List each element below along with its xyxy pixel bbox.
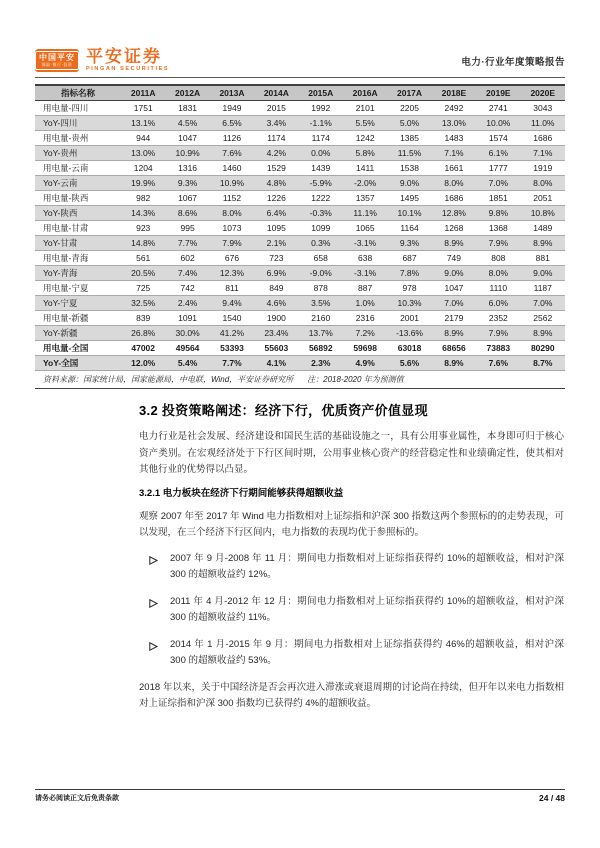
cell-value: 2.1% xyxy=(254,236,298,251)
report-title: 电力·行业年度策略报告 xyxy=(461,56,565,68)
row-label: YoY-四川 xyxy=(35,116,121,131)
table-row xyxy=(35,251,565,266)
cell-value: 20.5% xyxy=(121,266,165,281)
cell-value: 1067 xyxy=(165,191,209,206)
cell-value: 1091 xyxy=(165,311,209,326)
cell-value: 1316 xyxy=(165,161,209,176)
triangle-right-outline-icon xyxy=(149,555,158,584)
brand-name-cn: 平安证券 xyxy=(86,47,162,66)
cell-value: 63018 xyxy=(387,341,431,356)
cell-value: 1047 xyxy=(165,131,209,146)
cell-value: 4.6% xyxy=(254,296,298,311)
page-number: 24 / 48 xyxy=(539,793,565,803)
cell-value: 1385 xyxy=(387,131,431,146)
row-label: YoY-宁夏 xyxy=(35,296,121,311)
cell-value: 1574 xyxy=(476,131,520,146)
bullet-item xyxy=(139,551,564,584)
section-heading: 3.2 投资策略阐述：经济下行，优质资产价值显现 xyxy=(139,403,428,418)
table-header-row xyxy=(35,85,565,101)
column-header-year: 2015A xyxy=(299,85,343,101)
logo-text-cn: 中国平安 xyxy=(39,53,75,62)
table-row xyxy=(35,131,565,146)
cell-value: 5.6% xyxy=(387,356,431,371)
table-row xyxy=(35,266,565,281)
brand-name-en: PINGAN SECURITIES xyxy=(86,66,170,72)
pingan-logo-mark-icon xyxy=(35,49,79,72)
cell-value: 13.0% xyxy=(432,116,476,131)
table-row xyxy=(35,326,565,341)
cell-value: 7.0% xyxy=(432,296,476,311)
triangle-right-outline-icon xyxy=(149,641,158,670)
table-row xyxy=(35,161,565,176)
cell-value: 73883 xyxy=(476,341,520,356)
cell-value: 7.0% xyxy=(521,296,565,311)
cell-value: 9.3% xyxy=(165,176,209,191)
cell-value: 9.0% xyxy=(387,176,431,191)
table-row xyxy=(35,341,565,356)
cell-value: 2101 xyxy=(343,101,387,116)
cell-value: 1099 xyxy=(299,221,343,236)
cell-value: 1460 xyxy=(210,161,254,176)
cell-value: -3.1% xyxy=(343,266,387,281)
cell-value: 2562 xyxy=(521,311,565,326)
cell-value: 53393 xyxy=(210,341,254,356)
cell-value: 1489 xyxy=(521,221,565,236)
cell-value: 10.8% xyxy=(521,206,565,221)
cell-value: 7.9% xyxy=(476,236,520,251)
bullet-text: 2014 年 1 月-2015 年 9 月：期间电力指数相对上证综指获得约 46%的超额收益，相对沪深 300 的超额收益约 53%。 xyxy=(170,638,564,666)
cell-value: 4.8% xyxy=(254,176,298,191)
cell-value: 1495 xyxy=(387,191,431,206)
table-row xyxy=(35,191,565,206)
cell-value: 14.8% xyxy=(121,236,165,251)
cell-value: 7.7% xyxy=(210,356,254,371)
cell-value: 8.9% xyxy=(521,236,565,251)
triangle-right-outline-icon xyxy=(149,598,158,627)
cell-value: 8.0% xyxy=(521,176,565,191)
cell-value: 7.1% xyxy=(521,146,565,161)
cell-value: 676 xyxy=(210,251,254,266)
table-row xyxy=(35,356,565,371)
cell-value: 0.0% xyxy=(299,146,343,161)
cell-value: 2179 xyxy=(432,311,476,326)
cell-value: 13.1% xyxy=(121,116,165,131)
table-row xyxy=(35,311,565,326)
cell-value: -2.0% xyxy=(343,176,387,191)
column-header-year: 2013A xyxy=(210,85,254,101)
column-header-label: 指标名称 xyxy=(35,85,121,101)
table-row xyxy=(35,221,565,236)
source-text: 资料来源：国家统计局，国家能源局，中电联，Wind，平安证券研究所 xyxy=(43,375,294,384)
row-label: 用电量-陕西 xyxy=(35,191,121,206)
brand-text xyxy=(86,48,169,73)
cell-value: 1095 xyxy=(254,221,298,236)
table-header-row xyxy=(35,85,565,101)
cell-value: 5.5% xyxy=(343,116,387,131)
bullet-text: 2007 年 9 月-2008 年 11 月：期间电力指数相对上证综指获得约 10%的超额收益，相对沪深 300 的超额收益约 12%。 xyxy=(170,552,564,580)
cell-value: 9.3% xyxy=(387,236,431,251)
cell-value: 1110 xyxy=(476,281,520,296)
cell-value: 1538 xyxy=(387,161,431,176)
cell-value: 1777 xyxy=(476,161,520,176)
bullet-item xyxy=(139,594,564,627)
cell-value: 602 xyxy=(165,251,209,266)
cell-value: 2015 xyxy=(254,101,298,116)
column-header-year: 2011A xyxy=(121,85,165,101)
row-label: 用电量-青海 xyxy=(35,251,121,266)
cell-value: 723 xyxy=(254,251,298,266)
cell-value: 7.0% xyxy=(476,176,520,191)
cell-value: 8.7% xyxy=(521,356,565,371)
cell-value: 7.2% xyxy=(343,326,387,341)
cell-value: 6.5% xyxy=(210,116,254,131)
column-header-year: 2012A xyxy=(165,85,209,101)
table-row xyxy=(35,236,565,251)
cell-value: 32.5% xyxy=(121,296,165,311)
cell-value: 808 xyxy=(476,251,520,266)
cell-value: 1686 xyxy=(521,131,565,146)
cell-value: 742 xyxy=(165,281,209,296)
cell-value: 41.2% xyxy=(210,326,254,341)
cell-value: 1483 xyxy=(432,131,476,146)
cell-value: -0.3% xyxy=(299,206,343,221)
cell-value: 7.1% xyxy=(432,146,476,161)
cell-value: 47002 xyxy=(121,341,165,356)
cell-value: 9.8% xyxy=(476,206,520,221)
cell-value: 8.0% xyxy=(476,266,520,281)
cell-value: 1919 xyxy=(521,161,565,176)
cell-value: 725 xyxy=(121,281,165,296)
cell-value: 1529 xyxy=(254,161,298,176)
forecast-note-text: 注：2018-2020 年为预测值 xyxy=(307,375,404,384)
body-paragraph-3: 2018 年以来，关于中国经济是否会再次进入滞涨或衰退周期的讨论尚在持续，但开年以来电力指数相对上证综指和沪深 300 指数均已获得约 4%的超额收益。 xyxy=(139,681,564,709)
cell-value: 1242 xyxy=(343,131,387,146)
cell-value: 2051 xyxy=(521,191,565,206)
cell-value: 11.0% xyxy=(521,116,565,131)
row-label: 用电量-四川 xyxy=(35,101,121,116)
table-row xyxy=(35,206,565,221)
cell-value: 4.1% xyxy=(254,356,298,371)
cell-value: 2316 xyxy=(343,311,387,326)
electricity-consumption-table xyxy=(35,84,565,371)
cell-value: 1411 xyxy=(343,161,387,176)
cell-value: -9.0% xyxy=(299,266,343,281)
cell-value: 4.9% xyxy=(343,356,387,371)
cell-value: 59698 xyxy=(343,341,387,356)
cell-value: 1992 xyxy=(299,101,343,116)
column-header-year: 2020E xyxy=(521,85,565,101)
cell-value: 10.0% xyxy=(476,116,520,131)
cell-value: 3.5% xyxy=(299,296,343,311)
cell-value: 3.4% xyxy=(254,116,298,131)
table-body xyxy=(35,101,565,371)
cell-value: 4.2% xyxy=(254,146,298,161)
cell-value: 561 xyxy=(121,251,165,266)
cell-value: 1222 xyxy=(299,191,343,206)
cell-value: 878 xyxy=(299,281,343,296)
cell-value: 2492 xyxy=(432,101,476,116)
cell-value: 68656 xyxy=(432,341,476,356)
cell-value: 944 xyxy=(121,131,165,146)
cell-value: 2741 xyxy=(476,101,520,116)
cell-value: 7.8% xyxy=(387,266,431,281)
cell-value: 6.9% xyxy=(254,266,298,281)
cell-value: 1174 xyxy=(299,131,343,146)
cell-value: 8.0% xyxy=(432,176,476,191)
cell-value: 8.9% xyxy=(432,326,476,341)
row-label: 用电量-贵州 xyxy=(35,131,121,146)
cell-value: 0.3% xyxy=(299,236,343,251)
cell-value: 2001 xyxy=(387,311,431,326)
body-paragraph-1: 电力行业是社会发展、经济建设和国民生活的基础设施之一，具有公用事业属性，本身即可归于核心资产类别。在宏观经济处于下行区间时期，公用事业核心资产的经营稳定性和业绩确定性，使其相对其他行业的优势得以凸显。 xyxy=(139,431,564,475)
table-row xyxy=(35,176,565,191)
cell-value: 1439 xyxy=(299,161,343,176)
cell-value: 1686 xyxy=(432,191,476,206)
cell-value: 1047 xyxy=(432,281,476,296)
cell-value: 8.6% xyxy=(165,206,209,221)
pingan-logo xyxy=(35,48,169,73)
cell-value: 3043 xyxy=(521,101,565,116)
row-label: YoY-甘肃 xyxy=(35,236,121,251)
cell-value: 1065 xyxy=(343,221,387,236)
cell-value: 5.8% xyxy=(343,146,387,161)
cell-value: 1540 xyxy=(210,311,254,326)
cell-value: 1073 xyxy=(210,221,254,236)
column-header-year: 2018E xyxy=(432,85,476,101)
row-label: YoY-新疆 xyxy=(35,326,121,341)
table-row xyxy=(35,281,565,296)
disclaimer-text: 请务必阅读正文后免责条款 xyxy=(35,795,119,802)
cell-value: 1152 xyxy=(210,191,254,206)
cell-value: -5.9% xyxy=(299,176,343,191)
cell-value: 658 xyxy=(299,251,343,266)
row-label: YoY-云南 xyxy=(35,176,121,191)
cell-value: 881 xyxy=(521,251,565,266)
cell-value: 1126 xyxy=(210,131,254,146)
row-label: 用电量-全国 xyxy=(35,341,121,356)
cell-value: 839 xyxy=(121,311,165,326)
cell-value: 1164 xyxy=(387,221,431,236)
cell-value: 1187 xyxy=(521,281,565,296)
cell-value: 23.4% xyxy=(254,326,298,341)
bullet-item xyxy=(139,637,564,670)
electricity-table-section xyxy=(35,84,565,389)
cell-value: 638 xyxy=(343,251,387,266)
cell-value: 14.3% xyxy=(121,206,165,221)
cell-value: 5.4% xyxy=(165,356,209,371)
body-paragraph-2: 观察 2007 年至 2017 年 Wind 电力指数相对上证综指和沪深 300 指数这两个参照标的的走势表现，可以发现，在三个经济下行区间内，电力指数的表现均优于参照标的。 xyxy=(139,510,564,538)
cell-value: 1900 xyxy=(254,311,298,326)
row-label: 用电量-云南 xyxy=(35,161,121,176)
cell-value: 1204 xyxy=(121,161,165,176)
row-label: YoY-全国 xyxy=(35,356,121,371)
cell-value: 887 xyxy=(343,281,387,296)
cell-value: 19.9% xyxy=(121,176,165,191)
cell-value: 56892 xyxy=(299,341,343,356)
column-header-year: 2017A xyxy=(387,85,431,101)
table-row xyxy=(35,101,565,116)
cell-value: 1949 xyxy=(210,101,254,116)
table-row xyxy=(35,296,565,311)
cell-value: 8.9% xyxy=(432,236,476,251)
table-source-note xyxy=(35,371,565,389)
cell-value: 7.6% xyxy=(476,356,520,371)
table-row xyxy=(35,116,565,131)
subsection-heading: 3.2.1 电力板块在经济下行期间能够获得超额收益 xyxy=(139,487,344,499)
cell-value: -13.6% xyxy=(387,326,431,341)
cell-value: 749 xyxy=(432,251,476,266)
cell-value: 26.8% xyxy=(121,326,165,341)
cell-value: 5.0% xyxy=(387,116,431,131)
bullet-list xyxy=(139,551,564,670)
cell-value: 9.4% xyxy=(210,296,254,311)
cell-value: 7.6% xyxy=(210,146,254,161)
cell-value: 11.5% xyxy=(387,146,431,161)
cell-value: 13.7% xyxy=(299,326,343,341)
cell-value: 923 xyxy=(121,221,165,236)
cell-value: 1831 xyxy=(165,101,209,116)
cell-value: 2.4% xyxy=(165,296,209,311)
cell-value: 995 xyxy=(165,221,209,236)
cell-value: 8.0% xyxy=(210,206,254,221)
cell-value: 10.1% xyxy=(387,206,431,221)
cell-value: 1661 xyxy=(432,161,476,176)
cell-value: 978 xyxy=(387,281,431,296)
cell-value: 2352 xyxy=(476,311,520,326)
cell-value: 55603 xyxy=(254,341,298,356)
row-label: YoY-贵州 xyxy=(35,146,121,161)
column-header-year: 2016A xyxy=(343,85,387,101)
row-label: 用电量-新疆 xyxy=(35,311,121,326)
page-footer xyxy=(35,789,565,803)
page-header xyxy=(35,44,565,78)
cell-value: 1368 xyxy=(476,221,520,236)
column-header-year: 2014A xyxy=(254,85,298,101)
cell-value: 30.0% xyxy=(165,326,209,341)
cell-value: -3.1% xyxy=(343,236,387,251)
cell-value: 49564 xyxy=(165,341,209,356)
cell-value: 12.8% xyxy=(432,206,476,221)
cell-value: 849 xyxy=(254,281,298,296)
cell-value: 6.0% xyxy=(476,296,520,311)
cell-value: 7.7% xyxy=(165,236,209,251)
cell-value: 1174 xyxy=(254,131,298,146)
cell-value: 8.9% xyxy=(521,326,565,341)
cell-value: 811 xyxy=(210,281,254,296)
cell-value: 10.3% xyxy=(387,296,431,311)
cell-value: 1.0% xyxy=(343,296,387,311)
row-label: 用电量-甘肃 xyxy=(35,221,121,236)
cell-value: 2160 xyxy=(299,311,343,326)
cell-value: 982 xyxy=(121,191,165,206)
cell-value: 10.9% xyxy=(210,176,254,191)
cell-value: 2.3% xyxy=(299,356,343,371)
cell-value: 9.0% xyxy=(432,266,476,281)
cell-value: 1226 xyxy=(254,191,298,206)
report-body xyxy=(139,403,564,722)
cell-value: 2205 xyxy=(387,101,431,116)
cell-value: 6.4% xyxy=(254,206,298,221)
cell-value: 1751 xyxy=(121,101,165,116)
cell-value: 1357 xyxy=(343,191,387,206)
cell-value: 10.9% xyxy=(165,146,209,161)
row-label: 用电量-宁夏 xyxy=(35,281,121,296)
logo-text-sub: 保险·银行·投资 xyxy=(41,62,73,67)
cell-value: 9.0% xyxy=(521,266,565,281)
cell-value: 4.5% xyxy=(165,116,209,131)
cell-value: 80290 xyxy=(521,341,565,356)
cell-value: 1851 xyxy=(476,191,520,206)
cell-value: 8.9% xyxy=(432,356,476,371)
cell-value: -1.1% xyxy=(299,116,343,131)
bullet-text: 2011 年 4 月-2012 年 12 月：期间电力指数相对上证综指获得约 10%的超额收益，相对沪深 300 的超额收益约 11%。 xyxy=(170,595,564,623)
column-header-year: 2019E xyxy=(476,85,520,101)
table-row xyxy=(35,146,565,161)
cell-value: 7.9% xyxy=(210,236,254,251)
cell-value: 6.1% xyxy=(476,146,520,161)
cell-value: 12.0% xyxy=(121,356,165,371)
row-label: YoY-陕西 xyxy=(35,206,121,221)
cell-value: 13.0% xyxy=(121,146,165,161)
cell-value: 687 xyxy=(387,251,431,266)
cell-value: 1268 xyxy=(432,221,476,236)
row-label: YoY-青海 xyxy=(35,266,121,281)
cell-value: 12.3% xyxy=(210,266,254,281)
cell-value: 7.9% xyxy=(476,326,520,341)
cell-value: 11.1% xyxy=(343,206,387,221)
cell-value: 7.4% xyxy=(165,266,209,281)
